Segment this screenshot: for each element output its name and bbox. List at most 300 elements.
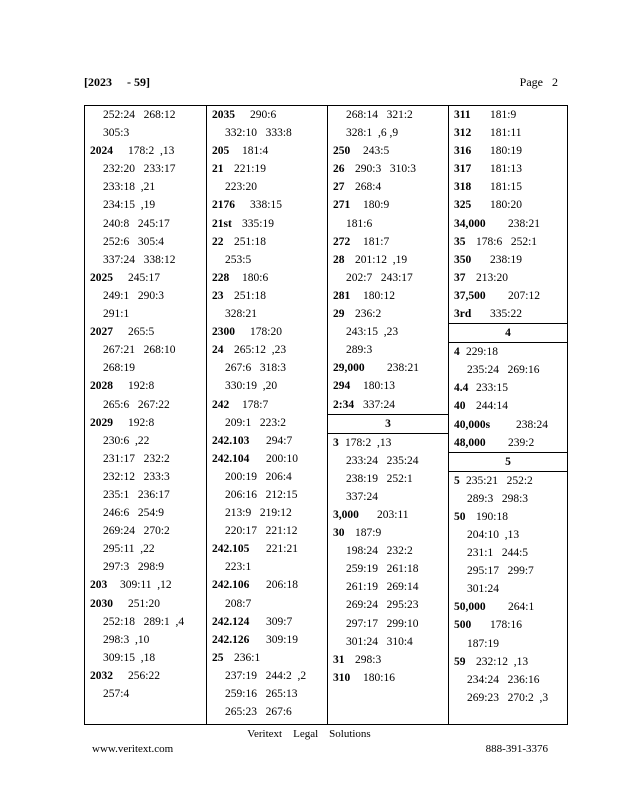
page-line-refs: 305:3 [103, 127, 130, 140]
index-entry [207, 540, 327, 558]
index-entry [328, 396, 448, 414]
page-line-refs: 330:19 ,20 [225, 380, 278, 393]
index-entry [85, 685, 206, 703]
index-entry [85, 269, 206, 287]
index-entry [449, 361, 567, 379]
index-entry [449, 160, 567, 178]
index-term: 228 [212, 271, 230, 284]
page-line-refs: 180:19 [490, 145, 522, 158]
page-line-refs: 178:20 [250, 326, 282, 339]
page-line-refs: 265:5 [128, 326, 155, 339]
index-term: 40,000s [454, 418, 491, 431]
index-entry [85, 667, 206, 685]
page-line-refs: 233:24 235:24 [346, 454, 419, 467]
index-entry [85, 160, 206, 178]
index-entry [85, 323, 206, 341]
page-line-refs: 198:24 232:2 [346, 545, 413, 558]
page-line-refs: 328:1 ,6 ,9 [346, 127, 399, 140]
page-line-refs: 268:19 [103, 362, 135, 375]
page-line-refs: 256:22 [128, 669, 160, 682]
index-entry [449, 635, 567, 653]
index-entry [85, 215, 206, 233]
page-line-refs: 238:19 [490, 253, 522, 266]
page-line-refs: 294:7 [266, 434, 293, 447]
index-entry [328, 269, 448, 287]
page-line-refs: 295:11 ,22 [103, 543, 155, 556]
index-term: 250 [333, 145, 351, 158]
index-entry [449, 397, 567, 415]
index-term: 312 [454, 127, 472, 140]
page-line-refs: 181:6 [346, 217, 373, 230]
page-line-refs: 268:4 [355, 181, 382, 194]
page-line-refs: 252:6 305:4 [103, 235, 165, 248]
index-term: 2035 [212, 109, 235, 121]
index-entry [207, 251, 327, 269]
index-entry [207, 215, 327, 233]
page-line-refs: 309:11 ,12 [120, 579, 172, 592]
page-line-refs: 178:2 ,13 [345, 436, 392, 449]
index-term: 27 [333, 181, 345, 194]
page-line-refs: 289:3 [346, 344, 373, 357]
index-entry [449, 379, 567, 397]
page-line-refs: 213:9 219:12 [225, 507, 292, 520]
index-entry [85, 341, 206, 359]
index-term: 205 [212, 145, 230, 158]
index-entry [328, 196, 448, 214]
index-term: 2300 [212, 326, 235, 339]
page-line-refs: 238:21 [508, 217, 540, 230]
page-line-refs: 246:6 254:9 [103, 507, 165, 520]
page-line-refs: 232:20 233:17 [103, 163, 176, 176]
index-term: 50,000 [454, 601, 486, 614]
page-line-refs: 190:18 [476, 510, 508, 523]
index-entry [207, 504, 327, 522]
page-line-refs: 269:23 270:2 ,3 [467, 691, 549, 704]
index-entry [207, 160, 327, 178]
index-entry [85, 432, 206, 450]
index-entry [449, 178, 567, 196]
index-entry [328, 359, 448, 377]
index-entry [207, 703, 327, 721]
index-term: 2:34 [333, 398, 355, 411]
index-term: 2029 [90, 416, 113, 429]
index-term: 2024 [90, 145, 113, 158]
page-line-refs: 251:18 [234, 289, 266, 302]
page-line-refs: 269:24 270:2 [103, 525, 170, 538]
index-entry [449, 472, 567, 490]
index-entry [328, 542, 448, 560]
index-entry [328, 506, 448, 524]
index-entry [85, 414, 206, 432]
index-entry [207, 450, 327, 468]
page-line-refs: 237:19 244:2 ,2 [225, 669, 307, 682]
page-range-header: [2023 - 59] [84, 75, 150, 89]
index-entry [85, 106, 206, 124]
page-line-refs: 301:24 [467, 583, 499, 596]
index-term: 2025 [90, 271, 113, 284]
page-line-refs: 253:5 [225, 253, 252, 266]
index-entry [85, 468, 206, 486]
index-column-3 [327, 106, 448, 724]
index-entry [207, 558, 327, 576]
index-entry [328, 560, 448, 578]
page-line-refs: 180:12 [363, 289, 395, 302]
index-entry [449, 526, 567, 544]
section-heading: 5 [505, 455, 511, 468]
index-term: 311 [454, 109, 471, 121]
index-entry [85, 558, 206, 576]
page-line-refs: 290:6 [250, 109, 277, 121]
index-entry [85, 124, 206, 142]
index-entry [449, 562, 567, 580]
page-line-refs: 221:21 [266, 543, 298, 556]
page-line-refs: 290:3 310:3 [355, 163, 417, 176]
page-line-refs: 297:17 299:10 [346, 617, 419, 630]
page-line-refs: 207:12 [508, 289, 540, 302]
index-entry [85, 287, 206, 305]
index-entry [449, 269, 567, 287]
index-term: 2176 [212, 199, 235, 212]
page-line-refs: 298:3 ,10 [103, 633, 150, 646]
index-term: 31 [333, 653, 345, 666]
page-line-refs: 309:7 [266, 615, 293, 628]
index-entry [328, 488, 448, 506]
page-line-refs: 243:15 ,23 [346, 326, 399, 339]
index-entry [328, 596, 448, 614]
index-term: 310 [333, 671, 351, 684]
page-line-refs: 239:2 [508, 436, 535, 449]
index-entry [449, 233, 567, 251]
footer-website: www.veritext.com [92, 743, 174, 755]
page-line-refs: 337:24 338:12 [103, 253, 176, 266]
index-entry [207, 341, 327, 359]
page-line-refs: 180:13 [363, 380, 395, 393]
index-term: 242.126 [212, 633, 250, 646]
footer-phone: 888-391-3376 [485, 743, 548, 755]
index-entry [328, 615, 448, 633]
index-term: 37 [454, 271, 466, 284]
index-entry [449, 305, 567, 323]
index-term: 34,000 [454, 217, 486, 230]
index-term: 318 [454, 181, 472, 194]
index-entry [85, 233, 206, 251]
index-entry [207, 396, 327, 414]
index-term: 242.106 [212, 579, 250, 592]
page-line-refs: 209:1 223:2 [225, 416, 287, 429]
index-entry [207, 595, 327, 613]
page-line-refs: 338:15 [250, 199, 282, 212]
index-entry [207, 667, 327, 685]
index-entry [207, 486, 327, 504]
page-line-refs: 203:11 [377, 508, 409, 521]
page-line-refs: 187:19 [467, 637, 499, 650]
page-line-refs: 289:3 298:3 [467, 492, 529, 505]
index-entry [449, 580, 567, 598]
index-term: 5 [454, 474, 460, 487]
index-entry [85, 450, 206, 468]
page-line-refs: 221:19 [234, 163, 266, 176]
page-line-refs: 200:19 206:4 [225, 470, 292, 483]
index-entry [207, 414, 327, 432]
page-line-refs: 236:2 [355, 308, 382, 321]
index-entry [207, 522, 327, 540]
index-entry [207, 576, 327, 594]
page-line-refs: 267:21 268:10 [103, 344, 176, 357]
index-entry [85, 377, 206, 395]
index-entry [207, 106, 327, 124]
page-line-refs: 232:12 233:3 [103, 470, 170, 483]
index-term: 203 [90, 579, 108, 592]
page-line-refs: 204:10 ,13 [467, 528, 520, 541]
page-line-refs: 245:17 [128, 271, 160, 284]
index-term: 242.105 [212, 543, 250, 556]
page-line-refs: 181:13 [490, 163, 522, 176]
index-entry [449, 416, 567, 434]
page-line-refs: 301:24 310:4 [346, 635, 413, 648]
index-entry [85, 576, 206, 594]
index-entry [85, 649, 206, 667]
index-entry [207, 287, 327, 305]
index-entry [449, 653, 567, 671]
index-entry [207, 359, 327, 377]
index-term: 242.124 [212, 615, 250, 628]
page-line-refs: 181:7 [363, 235, 390, 248]
page-line-refs: 332:10 333:8 [225, 127, 292, 140]
index-entry [207, 432, 327, 450]
index-entry [207, 233, 327, 251]
index-term: 2027 [90, 326, 113, 339]
index-term: 22 [212, 235, 224, 248]
index-entry [85, 196, 206, 214]
index-entry [328, 633, 448, 651]
index-entry [85, 359, 206, 377]
index-term: 500 [454, 619, 472, 632]
index-entry [207, 124, 327, 142]
index-term: 29 [333, 308, 345, 321]
index-entry [207, 649, 327, 667]
page-line-refs: 178:2 ,13 [128, 145, 175, 158]
page-line-refs: 309:15 ,18 [103, 651, 156, 664]
index-term: 23 [212, 289, 224, 302]
index-term: 242.103 [212, 434, 250, 447]
section-heading: 3 [385, 417, 391, 430]
page-line-refs: 261:19 269:14 [346, 581, 419, 594]
page-line-refs: 234:24 236:16 [467, 673, 540, 686]
page-line-refs: 232:12 ,13 [476, 655, 529, 668]
page-line-refs: 178:16 [490, 619, 522, 632]
page-line-refs: 180:6 [242, 271, 269, 284]
index-column-4 [448, 106, 567, 724]
index-entry [207, 142, 327, 160]
page-line-refs: 231:1 244:5 [467, 547, 529, 560]
index-entry [207, 196, 327, 214]
index-entry [449, 544, 567, 562]
index-term: 50 [454, 510, 466, 523]
index-entry [328, 287, 448, 305]
index-entry [449, 598, 567, 616]
page-line-refs: 337:24 [363, 398, 395, 411]
page-line-refs: 180:9 [363, 199, 390, 212]
index-term: 281 [333, 289, 351, 302]
index-term: 37,500 [454, 289, 486, 302]
page-line-refs: 238:19 252:1 [346, 472, 413, 485]
index-entry [85, 631, 206, 649]
index-term: 40 [454, 400, 466, 413]
index-entry [328, 160, 448, 178]
index-term: 272 [333, 235, 351, 248]
index-entry [328, 124, 448, 142]
page-line-refs: 206:18 [266, 579, 298, 592]
index-entry [328, 651, 448, 669]
page-line-refs: 238:24 [516, 418, 548, 431]
index-entry [85, 595, 206, 613]
page-line-refs: 223:20 [225, 181, 257, 194]
page-line-refs: 252:24 268:12 [103, 109, 176, 121]
index-term: 2028 [90, 380, 113, 393]
page-line-refs: 187:9 [355, 527, 382, 540]
page-line-refs: 269:24 295:23 [346, 599, 419, 612]
section-heading: 4 [505, 327, 511, 340]
index-term: 28 [333, 253, 345, 266]
index-entry [207, 613, 327, 631]
page-line-refs: 264:1 [508, 601, 535, 614]
page-line-refs: 252:18 289:1 ,4 [103, 615, 185, 628]
index-entry [449, 287, 567, 305]
page-line-refs: 244:14 [476, 400, 508, 413]
index-term: 317 [454, 163, 472, 176]
page-line-refs: 181:9 [490, 109, 517, 121]
index-entry [449, 671, 567, 689]
index-entry [85, 178, 206, 196]
page-line-refs: 206:16 212:15 [225, 488, 298, 501]
page-line-refs: 235:21 252:2 [466, 474, 533, 487]
index-entry [449, 616, 567, 634]
index-entry [328, 178, 448, 196]
index-term: 4.4 [454, 382, 469, 395]
page-line-refs: 259:16 265:13 [225, 688, 298, 700]
page-line-refs: 257:4 [103, 688, 130, 700]
index-term: 2032 [90, 669, 113, 682]
index-entry [449, 343, 567, 361]
page-line-refs: 192:8 [128, 416, 155, 429]
index-term: 59 [454, 655, 466, 668]
index-entry [85, 613, 206, 631]
page-line-refs: 265:23 267:6 [225, 706, 292, 719]
index-entry [328, 233, 448, 251]
page-line-refs: 223:1 [225, 561, 252, 574]
page-line-refs: 178:7 [242, 398, 269, 411]
index-entry [328, 377, 448, 395]
page-line-refs: 202:7 243:17 [346, 271, 413, 284]
index-term: 35 [454, 235, 466, 248]
index-term: 4 [454, 346, 460, 359]
index-entry [449, 215, 567, 233]
word-index-table [84, 105, 568, 725]
index-entry [449, 689, 567, 707]
index-column-1 [85, 106, 206, 724]
index-entry [207, 377, 327, 395]
index-entry [449, 124, 567, 142]
page-line-refs: 265:6 267:22 [103, 398, 170, 411]
index-entry [85, 396, 206, 414]
index-entry [449, 142, 567, 160]
index-entry [85, 251, 206, 269]
index-term: 325 [454, 199, 472, 212]
index-entry [85, 305, 206, 323]
page-line-refs: 181:11 [490, 127, 522, 140]
index-entry [328, 323, 448, 341]
index-entry [207, 323, 327, 341]
index-term: 316 [454, 145, 472, 158]
page-line-refs: 291:1 [103, 308, 130, 321]
index-entry [449, 490, 567, 508]
page-line-refs: 220:17 221:12 [225, 525, 298, 538]
index-term: 24 [212, 344, 224, 357]
index-term: 242 [212, 398, 230, 411]
page-line-refs: 238:21 [387, 362, 419, 375]
index-term: 271 [333, 199, 351, 212]
page-line-refs: 335:19 [242, 217, 274, 230]
index-entry [85, 540, 206, 558]
index-term: 2030 [90, 597, 113, 610]
index-entry [328, 215, 448, 233]
index-entry [85, 486, 206, 504]
index-entry [328, 341, 448, 359]
index-entry [207, 305, 327, 323]
page-line-refs: 181:15 [490, 181, 522, 194]
page-line-refs: 208:7 [225, 597, 252, 610]
page-line-refs: 251:20 [128, 597, 160, 610]
page-line-refs: 265:12 ,23 [234, 344, 287, 357]
page-line-refs: 259:19 261:18 [346, 563, 419, 576]
index-term: 48,000 [454, 436, 486, 449]
index-entry [207, 468, 327, 486]
index-term: 3,000 [333, 508, 359, 521]
page-line-refs: 235:1 236:17 [103, 488, 170, 501]
page-line-refs: 251:18 [234, 235, 266, 248]
index-entry [328, 142, 448, 160]
page-line-refs: 267:6 318:3 [225, 362, 287, 375]
index-entry [449, 508, 567, 526]
page-line-refs: 231:17 232:2 [103, 452, 170, 465]
index-entry [328, 470, 448, 488]
index-term: 3 [333, 436, 339, 449]
page-line-refs: 268:14 321:2 [346, 109, 413, 121]
page-line-refs: 201:12 ,19 [355, 253, 408, 266]
page-line-refs: 235:24 269:16 [467, 364, 540, 377]
index-entry [328, 669, 448, 687]
index-term: 242.104 [212, 452, 250, 465]
index-entry [85, 142, 206, 160]
page-line-refs: 249:1 290:3 [103, 289, 165, 302]
index-entry [85, 522, 206, 540]
footer-brand: Veritext Legal Solutions [247, 728, 371, 740]
index-entry [328, 106, 448, 124]
index-entry [328, 578, 448, 596]
page-line-refs: 233:18 ,21 [103, 181, 156, 194]
page-line-refs: 229:18 [466, 346, 498, 359]
page-line-refs: 297:3 298:9 [103, 561, 165, 574]
page-line-refs: 180:16 [363, 671, 395, 684]
page-line-refs: 298:3 [355, 653, 382, 666]
index-term: 26 [333, 163, 345, 176]
page-line-refs: 213:20 [476, 271, 508, 284]
page-line-refs: 236:1 [234, 651, 261, 664]
index-entry [207, 269, 327, 287]
index-entry [449, 251, 567, 269]
index-entry [328, 434, 448, 452]
index-entry [449, 106, 567, 124]
